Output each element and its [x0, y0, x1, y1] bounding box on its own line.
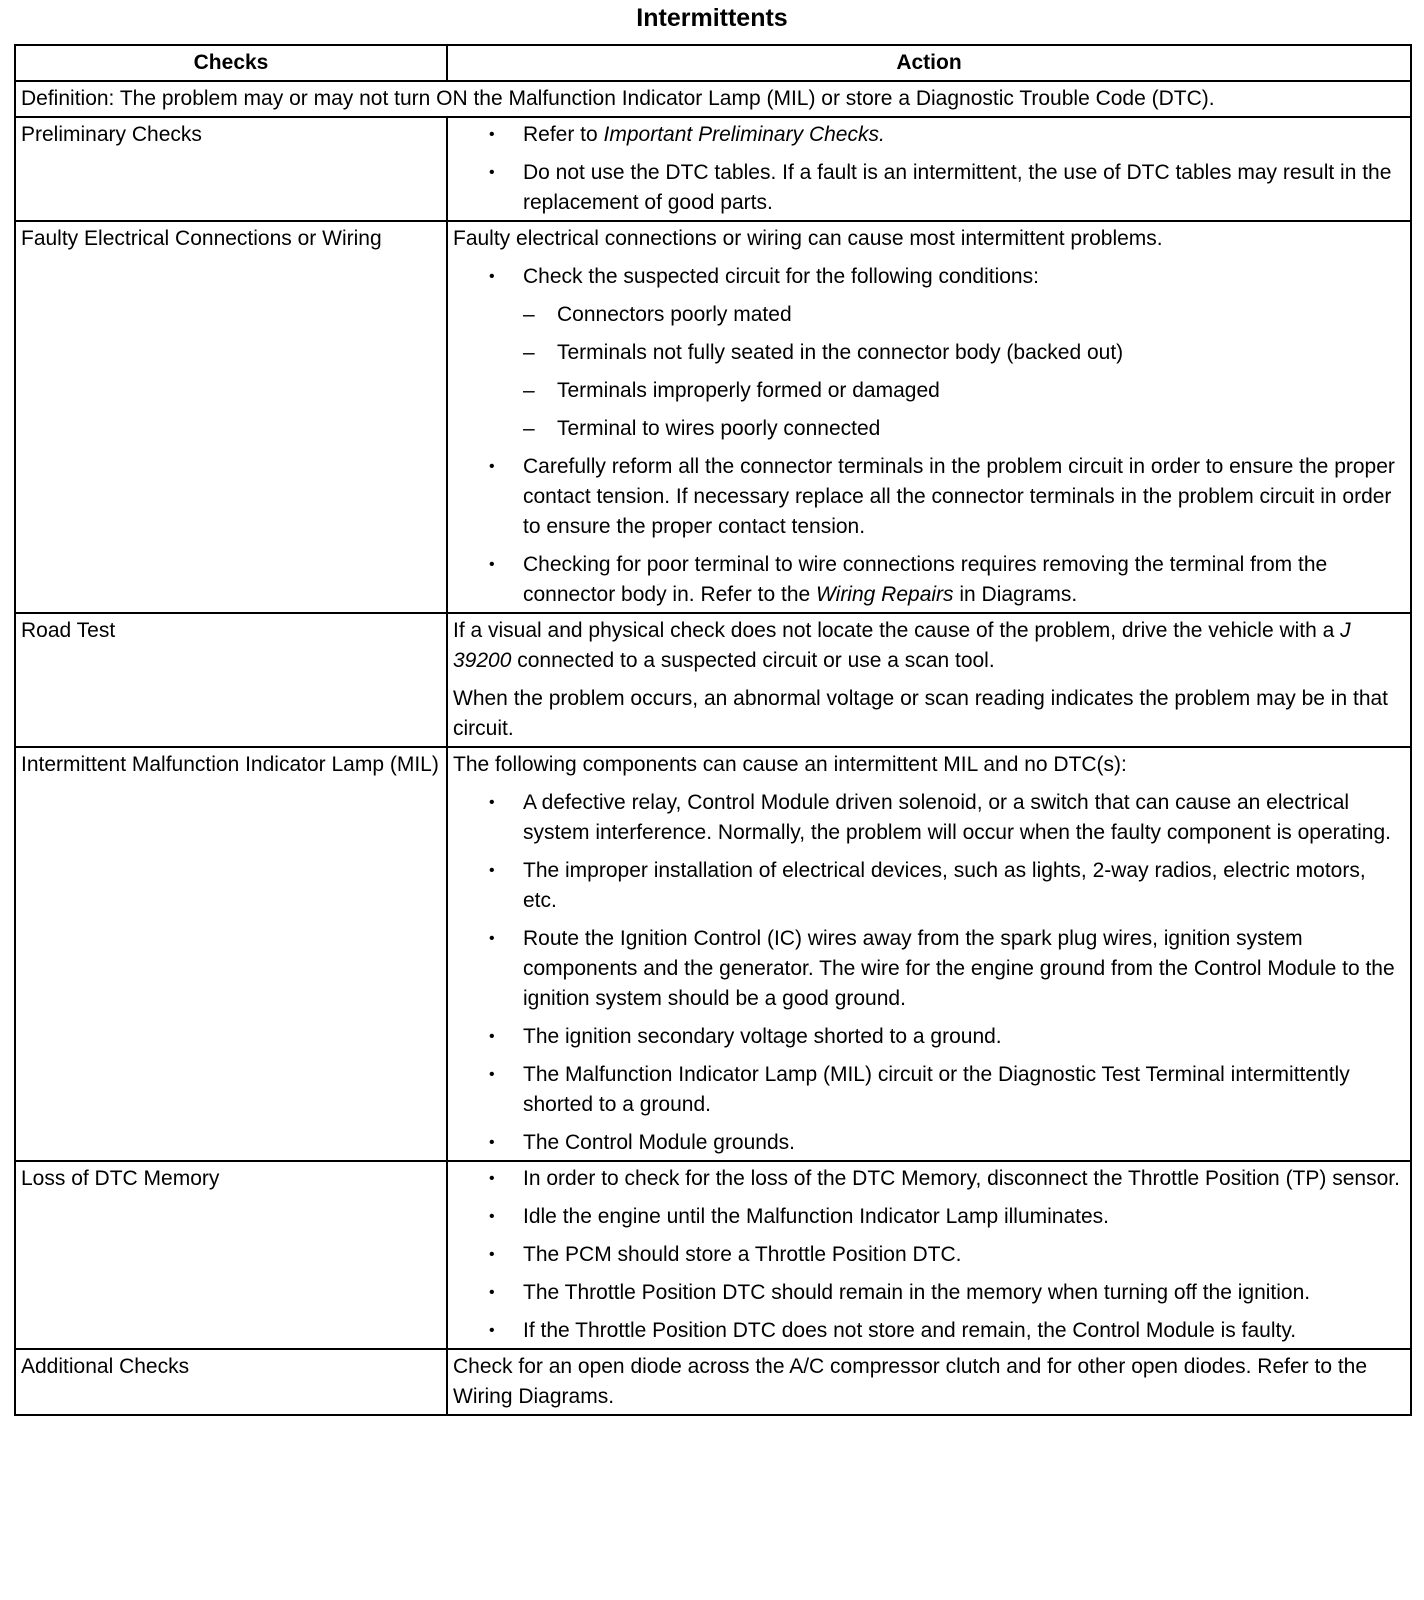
page-title: Intermittents: [636, 4, 788, 32]
list-item: • The Control Module grounds.: [453, 1128, 1405, 1158]
list-item: • Idle the engine until the Malfunction Indicator Lamp illuminates.: [453, 1202, 1405, 1232]
list-item: • Checking for poor terminal to wire connections requires removing the terminal from the connector body in. Refer to the Wiring Repairs in Diagrams.: [453, 550, 1405, 610]
list-item: • Do not use the DTC tables. If a fault is an intermittent, the use of DTC tables may result in the replacement of good parts.: [453, 158, 1405, 218]
list-item: • A defective relay, Control Module driven solenoid, or a switch that can cause an electrical system interference. Normally, the problem will occur when the faulty component is operating.: [453, 788, 1405, 848]
table-row: [15, 1349, 1411, 1415]
list-item: • The improper installation of electrical devices, such as lights, 2-way radios, electric motors, etc.: [453, 856, 1405, 916]
definition-row: [15, 81, 1411, 117]
check-label: Intermittent Malfunction Indicator Lamp (MIL): [15, 747, 447, 1161]
list-item: • Route the Ignition Control (IC) wires away from the spark plug wires, ignition system components and the generator. The wire for the engine ground from the Control Module to the ignition system should be a good ground.: [453, 924, 1405, 1014]
action-cell: [447, 747, 1411, 1161]
intermittents-table: [14, 44, 1412, 1416]
table-row: [15, 221, 1411, 613]
list-item: • Check the suspected circuit for the following conditions: – Connectors poorly mated – Terminals not fully seated in the connector body (backed out) – Terminals improperly formed or damaged – Terminal to wires poorly connected: [453, 262, 1405, 444]
sub-list-item: – Connectors poorly mated: [523, 300, 1405, 330]
table-row: [15, 117, 1411, 221]
list-item: • The Malfunction Indicator Lamp (MIL) circuit or the Diagnostic Test Terminal intermittently shorted to a ground.: [453, 1060, 1405, 1120]
action-cell: [447, 1161, 1411, 1349]
list-item: • If the Throttle Position DTC does not store and remain, the Control Module is faulty.: [453, 1316, 1405, 1346]
list-item: • In order to check for the loss of the DTC Memory, disconnect the Throttle Position (TP) sensor.: [453, 1164, 1405, 1194]
action-paragraph: If a visual and physical check does not locate the cause of the problem, drive the vehicle with a J 39200 connected to a suspected circuit or use a scan tool.: [453, 619, 1351, 672]
action-cell: [447, 117, 1411, 221]
table-row: [15, 747, 1411, 1161]
action-cell: Check for an open diode across the A/C compressor clutch and for other open diodes. Refer to the Wiring Diagrams.: [447, 1349, 1411, 1415]
tool-reference: J 39200: [453, 619, 1351, 672]
definition-text: Definition: The problem may or may not turn ON the Malfunction Indicator Lamp (MIL) or store a Diagnostic Trouble Code (DTC).: [15, 81, 1411, 117]
reference-link: Wiring Repairs: [816, 583, 954, 606]
check-label: Loss of DTC Memory: [15, 1161, 447, 1349]
list-item: • Carefully reform all the connector terminals in the problem circuit in order to ensure the proper contact tension. If necessary replace all the connector terminals in the problem circuit in order to ensure the proper contact tension.: [453, 452, 1405, 542]
action-intro: Faulty electrical connections or wiring can cause most intermittent problems.: [453, 227, 1163, 250]
check-label: Additional Checks: [15, 1349, 447, 1415]
check-label: Preliminary Checks: [15, 117, 447, 221]
action-paragraph: When the problem occurs, an abnormal voltage or scan reading indicates the problem may be in that circuit.: [453, 687, 1389, 740]
sub-list-item: – Terminals not fully seated in the connector body (backed out): [523, 338, 1405, 368]
check-label: Faulty Electrical Connections or Wiring: [15, 221, 447, 613]
list-item: • The PCM should store a Throttle Position DTC.: [453, 1240, 1405, 1270]
reference-link: Important Preliminary Checks.: [603, 123, 885, 146]
action-header: Action: [447, 45, 1411, 81]
list-item: • The ignition secondary voltage shorted to a ground.: [453, 1022, 1405, 1052]
table-row: [15, 1161, 1411, 1349]
sub-list-item: – Terminal to wires poorly connected: [523, 414, 1405, 444]
table-row: [15, 613, 1411, 747]
header-row: [15, 45, 1411, 81]
list-item: • The Throttle Position DTC should remain in the memory when turning off the ignition.: [453, 1278, 1405, 1308]
list-item: • Refer to Important Preliminary Checks.: [453, 120, 1405, 150]
sub-list-item: – Terminals improperly formed or damaged: [523, 376, 1405, 406]
checks-header: Checks: [15, 45, 447, 81]
check-label: Road Test: [15, 613, 447, 747]
action-cell: [447, 221, 1411, 613]
action-cell: [447, 613, 1411, 747]
action-intro: The following components can cause an intermittent MIL and no DTC(s):: [453, 753, 1127, 776]
